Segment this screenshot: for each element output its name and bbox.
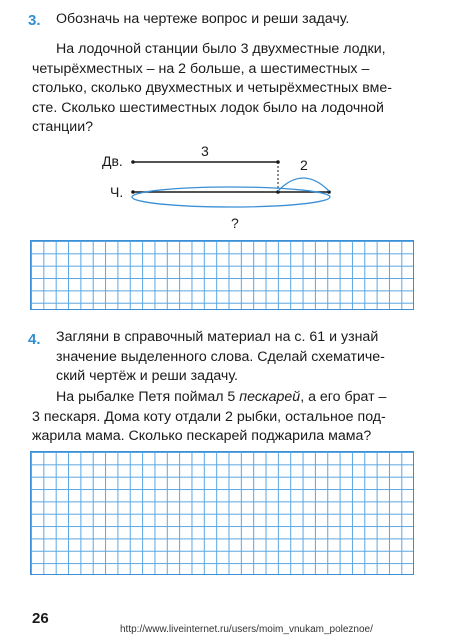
task-4-line-1: На рыбалке Петя поймал 5 пескарей, а его брат –: [56, 389, 387, 405]
task-3-line-1: На лодочной станции было 3 двухместные лодки,: [56, 41, 386, 57]
task-3-number: 3.: [28, 12, 41, 29]
task-3-line-3: столько, сколько двухместных и четырёхместных вме-: [32, 80, 393, 96]
page-number: 26: [32, 610, 49, 627]
task-4-instr-3: ский чертёж и реши задачу.: [56, 368, 238, 384]
task-4-problem: [32, 388, 418, 447]
label-four-seat: Ч.: [110, 184, 124, 200]
label-two-seat: Дв.: [102, 153, 123, 169]
value-extra: 2: [300, 157, 308, 173]
task-4-instr-2: значение выделенного слова. Сделай схематиче-: [56, 348, 385, 365]
question-brace: [132, 187, 330, 207]
task-4-instr-1: Загляни в справочный материал на с. 61 и узнай: [56, 329, 379, 345]
grid-area-1: [30, 240, 414, 310]
grid-area-2: [30, 451, 414, 575]
task-4-number: 4.: [28, 331, 41, 348]
task-4-line-2: 3 пескаря. Дома коту отдали 2 рыбки, остальное под-: [32, 408, 386, 425]
task-3-instruction: Обозначь на чертеже вопрос и реши задачу.: [56, 11, 350, 27]
value-top: 3: [201, 143, 209, 159]
highlighted-word: пескарей: [239, 389, 301, 405]
watermark-url: http://www.liveinternet.ru/users/moim_vnukam_poleznoe/: [120, 624, 373, 635]
task-4-instruction: [56, 328, 418, 387]
task-4-line-3: жарила мама. Сколько пескарей поджарила мама?: [32, 428, 372, 444]
question-mark: ?: [231, 215, 239, 231]
task-3-line-5: станции?: [32, 119, 94, 135]
task-3-line-2: четырёхместных – на 2 больше, а шестиместных –: [32, 60, 370, 77]
task-3-line-4: сте. Сколько шестиместных лодок было на лодочной: [32, 99, 384, 116]
